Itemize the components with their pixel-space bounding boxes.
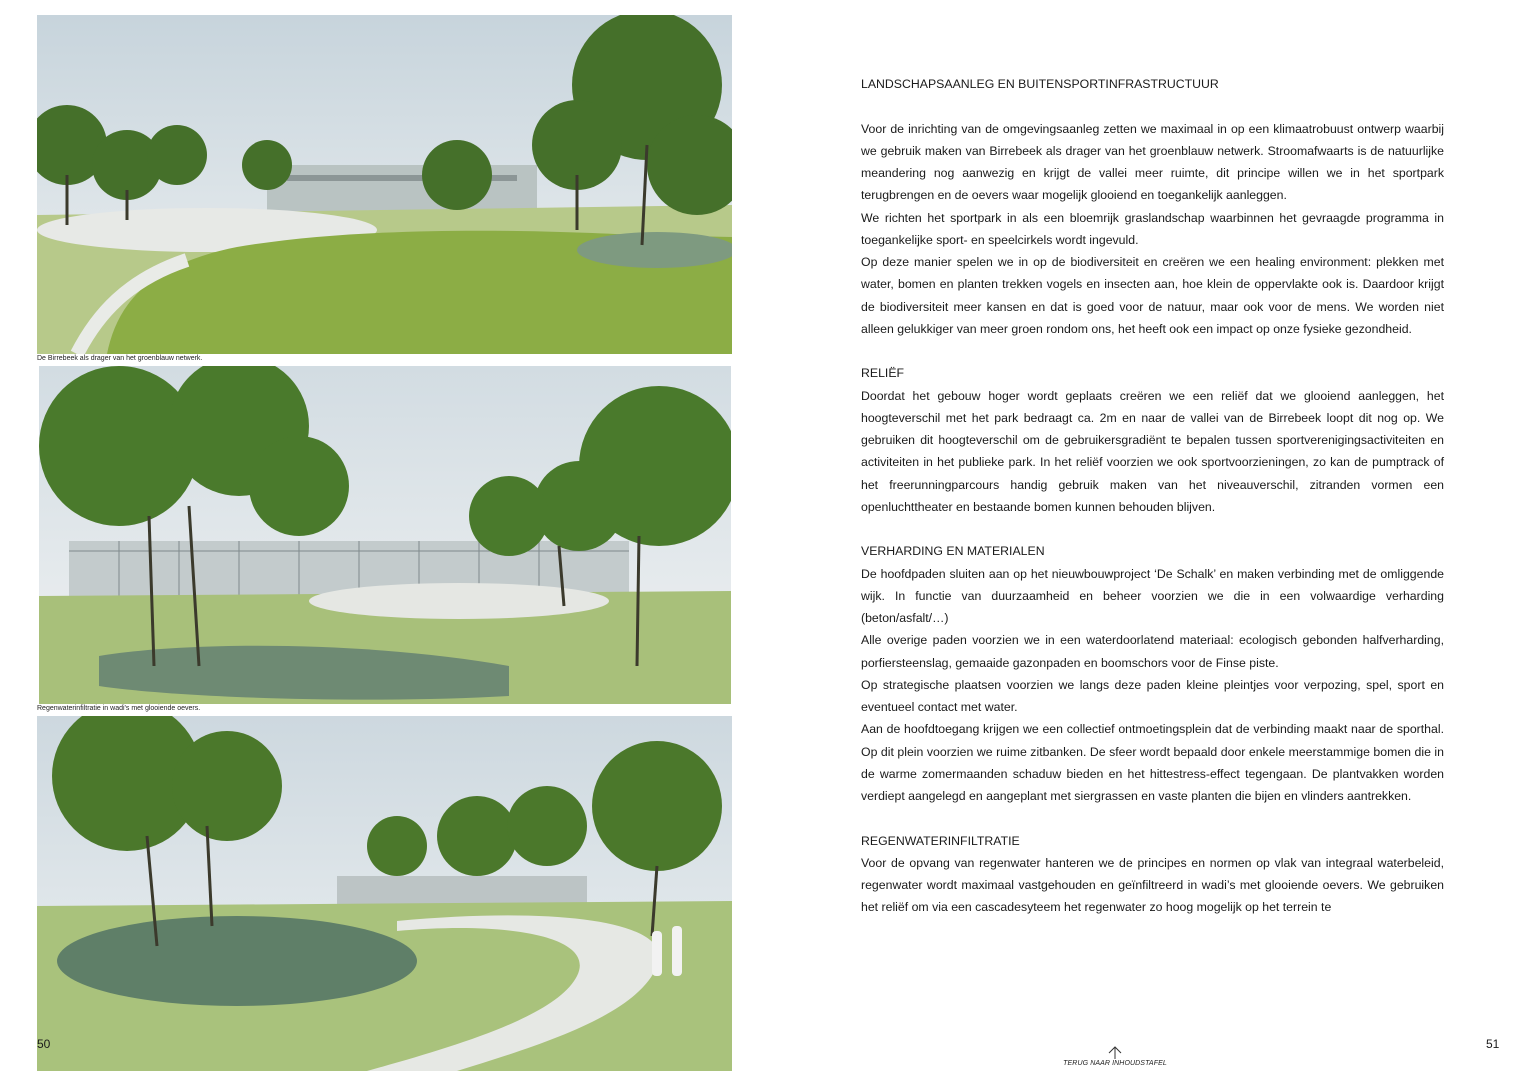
paragraph: Op deze manier spelen we in op de biodiversiteit en creëren we een healing environment: plekken met water, bomen en planten trekken vogels en insecten aan, hoe klein de oppervlakte ook is. Daardoor krijgt de biodiversiteit meer kansen en dat is goed voor de natuur, maar ook voor de mens. We worden niet alleen gelukkiger van meer groen rondom ons, het heeft ook een impact op onze fysieke gezondheid. [861, 255, 1444, 336]
section-heading: REGENWATERINFILTRATIE [861, 833, 1020, 848]
paragraph: Alle overige paden voorzien we in een waterdoorlatend materiaal: ecologisch gebonden halfverharding, porfiersteenslag, gemaaide gazonpaden en boomschors voor de Finse piste. [861, 633, 1444, 670]
section-title: LANDSCHAPSAANLEG EN BUITENSPORTINFRASTRUCTUUR [861, 77, 1219, 91]
render-wadi-sporthal [39, 366, 731, 704]
paragraph: We richten het sportpark in als een bloemrijk graslandschap waarbinnen het gevraagde programma in toegankelijke sport- en speelcirkels wordt ingevuld. [861, 210, 1444, 247]
text-column [861, 73, 1444, 919]
section-heading: RELIËF [861, 366, 905, 381]
page-number-left: 50 [37, 1037, 51, 1051]
section-heading: VERHARDING EN MATERIALEN [861, 544, 1045, 559]
arrow-up-icon [1107, 1046, 1123, 1060]
paragraph: Doordat het gebouw hoger wordt geplaats creëren we een reliëf dat we glooiend aanleggen, het hoogteverschil met het park bedraagt ca. 2m en naar de vallei van de Birrebeek loopt dit nog op. We gebruiken dit hoogteverschil om de gebruikersgradiënt te bepalen tussen sportverenigingsactiviteiten en activiteiten in het publieke park. In het reliëf voorzien we ook sportvoorzieningen, zo kan de pumptrack of het freerunningparcours handig gebruik maken van het niveauverschil, zitranden vormen een openluchttheater en bestaande bomen kunnen behouden blijven. [861, 388, 1444, 514]
paragraph: Voor de inrichting van de omgevingsaanleg zetten we maximaal in op een klimaatrobuust ontwerp waarbij we gebruik maken van Birrebeek als drager van het groenblauw netwerk. Stroomafwaarts is de natuurlijke meandering nog aanwezig en krijgt de vallei meer ruimte, dit principe willen we in het sportpark terugbrengen en de oevers waar mogelijk glooiend en toegankelijk aanleggen. [861, 121, 1444, 203]
paragraph: De hoofdpaden sluiten aan op het nieuwbouwproject ‘De Schalk’ en maken verbinding met de omliggende wijk. In functie van duurzaamheid en beheer voorzien we die in een volwaardige verharding (beton/asfalt/…) [861, 566, 1444, 625]
render-pond-path [37, 716, 732, 1071]
paragraph: Voor de opvang van regenwater hanteren we de principes en normen op vlak van integraal waterbeleid, regenwater wordt maximaal vastgehouden en geïnfiltreerd in wadi’s met glooiende oevers. We gebruiken het reliëf om via een cascadesyteem het regenwater zo hoog mogelijk op het terrein te [861, 855, 1444, 915]
paragraph: Op strategische plaatsen voorzien we langs deze paden kleine pleintjes voor verpozing, spel, sport en eventueel contact met water. [861, 677, 1444, 714]
page-number-right: 51 [1486, 1037, 1500, 1051]
back-link-label: TERUG NAAR INHOUDSTAFEL [1063, 1060, 1167, 1067]
image-caption: De Birrebeek als drager van het groenblauw netwerk. [37, 355, 203, 362]
render-birrebeek-park [37, 15, 732, 354]
back-to-contents-link[interactable] [1040, 1046, 1190, 1067]
paragraph: Aan de hoofdtoegang krijgen we een collectief ontmoetingsplein dat de verbinding maakt naar de sporthal. Op dit plein voorzien we ruime zitbanken. De sfeer wordt bepaald door enkele meerstammige bomen die in de warme zomermaanden schaduw bieden en het hittestress-effect tegengaan. De plantvakken worden verdiept aangelegd en aangeplant met siergrassen en vaste planten die bijen en vlinders aantrekken. [861, 722, 1444, 803]
image-caption: Regenwaterinfiltratie in wadi's met glooiende oevers. [37, 705, 201, 712]
